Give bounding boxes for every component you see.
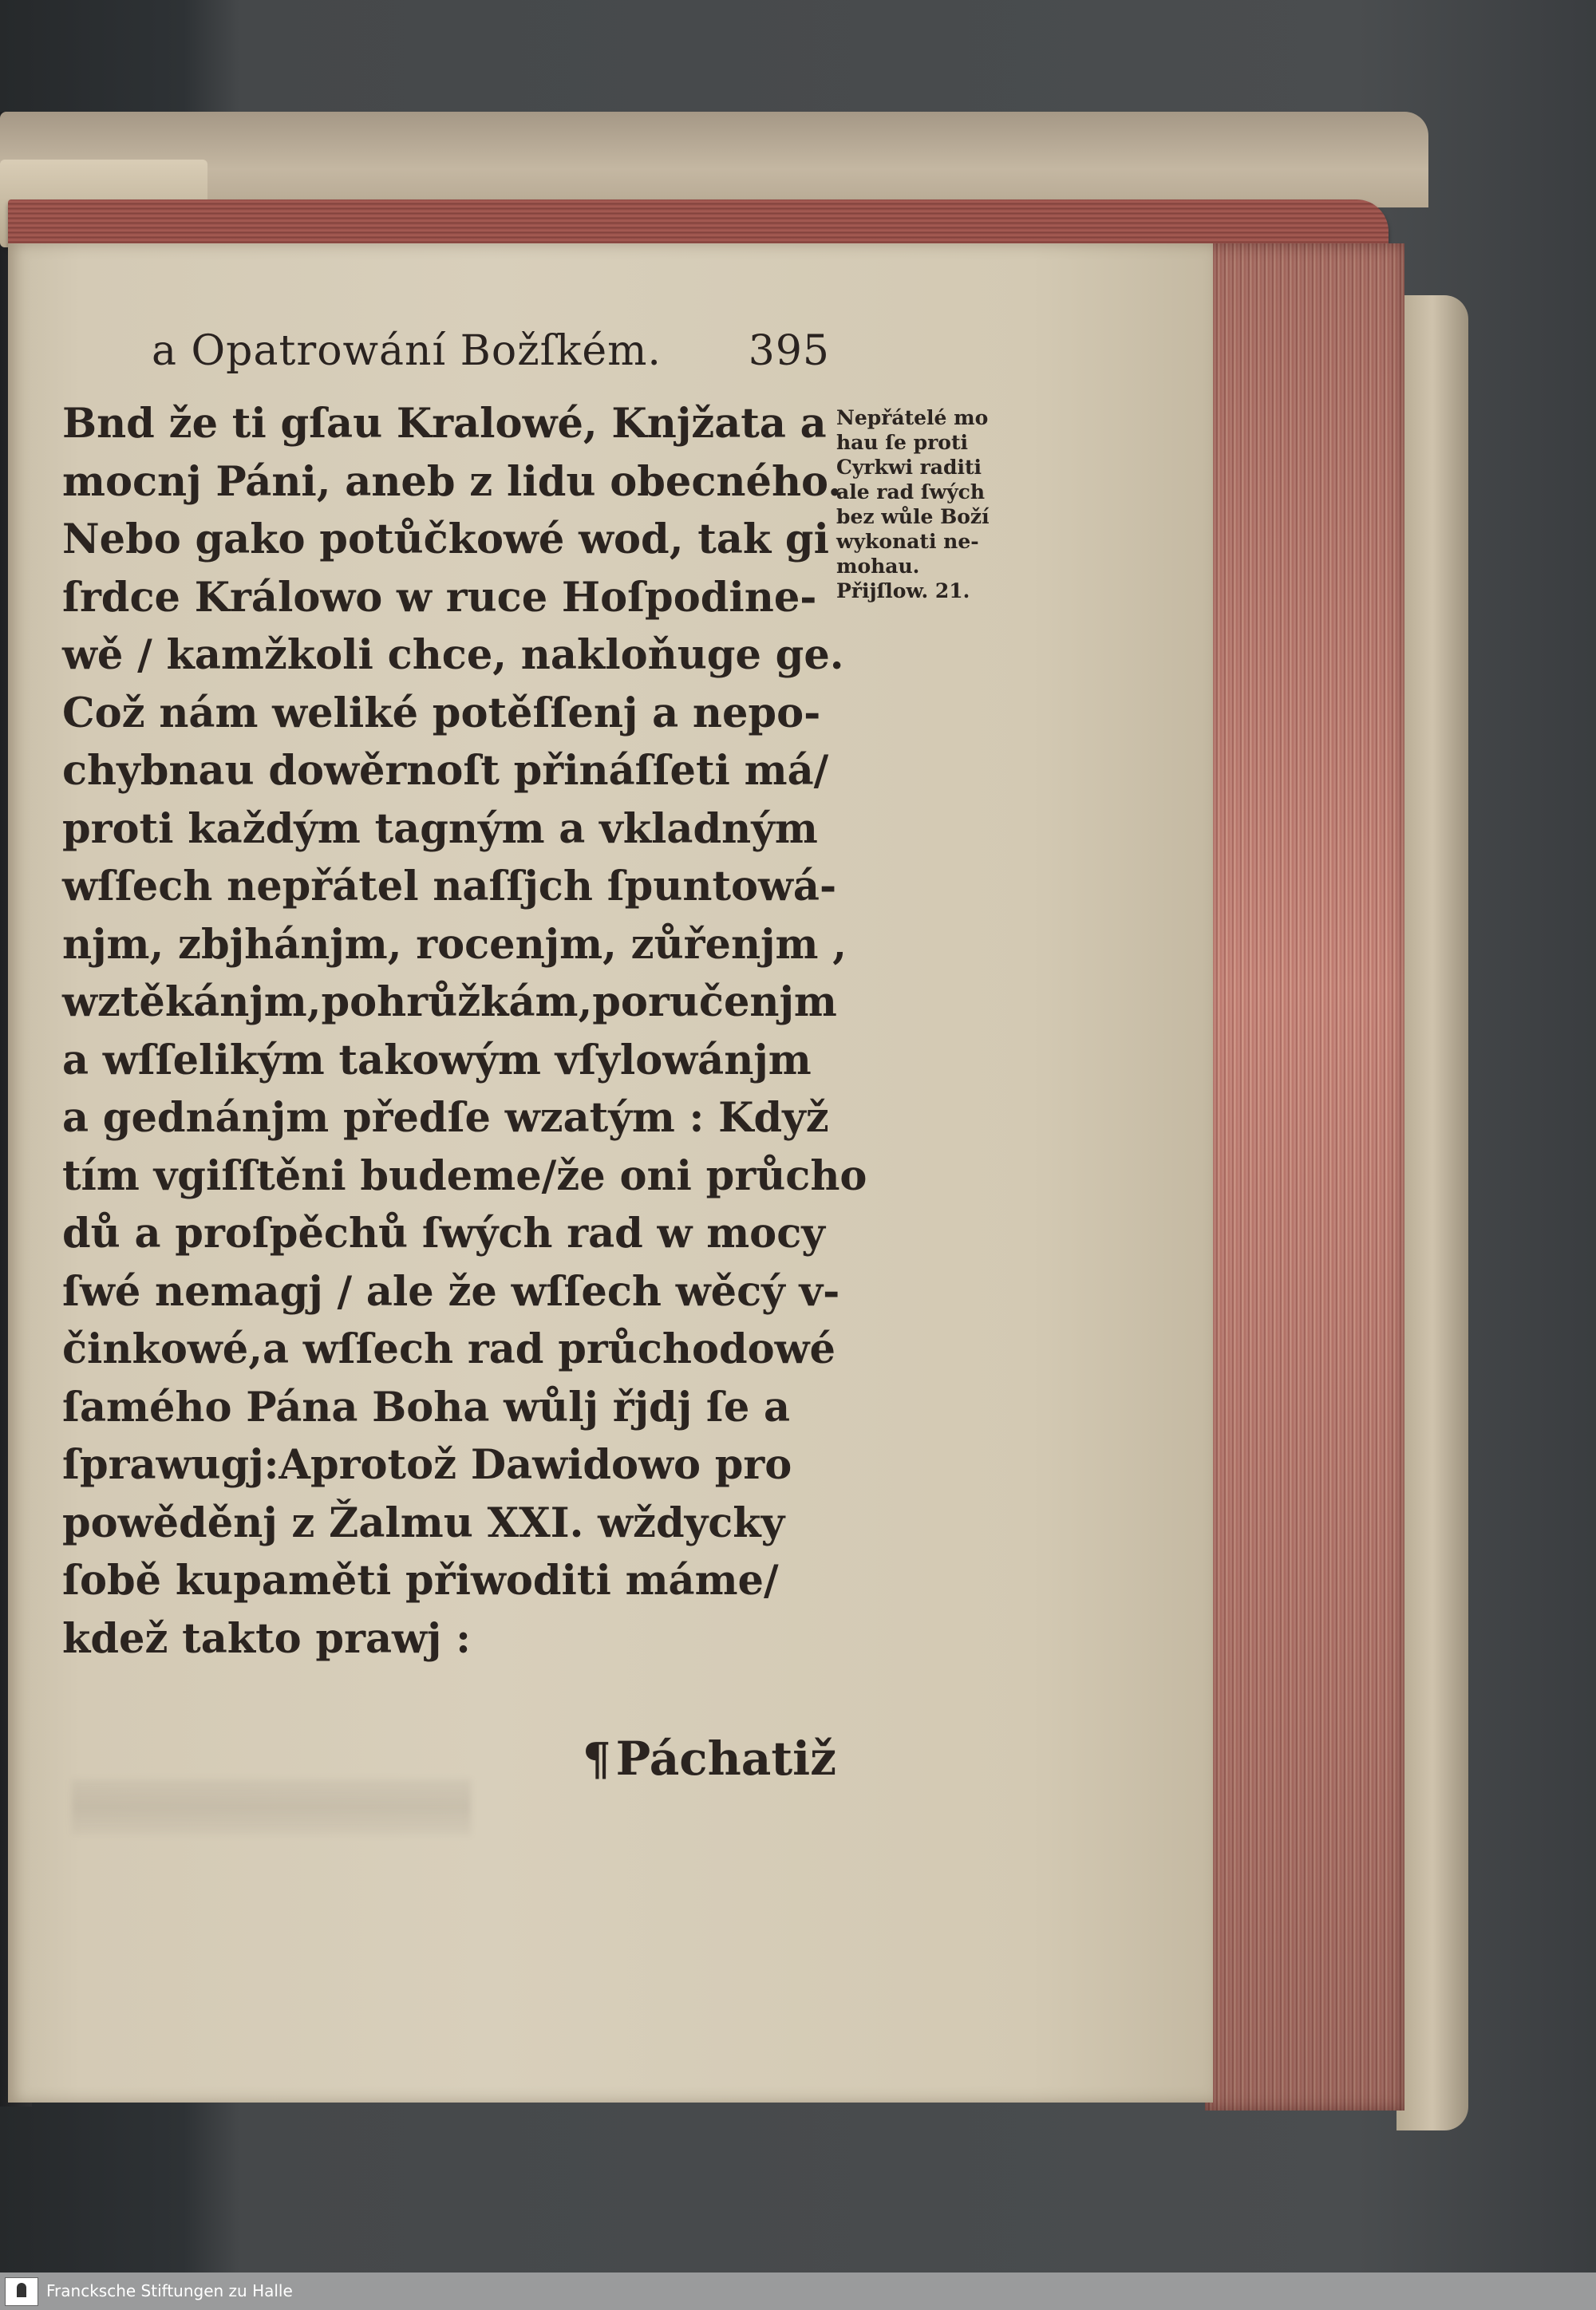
vellum-binding-top bbox=[0, 112, 1428, 207]
text-line: wſſech nepřátel naſſjch ſpuntowá- bbox=[62, 863, 837, 910]
margin-note-line: Přijſlow. 21. bbox=[836, 579, 970, 602]
margin-note-line: wykonati ne- bbox=[836, 530, 979, 553]
running-title: a Opatrowání Božſkém. bbox=[152, 327, 662, 375]
footer-label: Francksche Stiftungen zu Halle bbox=[46, 2281, 293, 2300]
text-line: wztěkánjm,pohrůžkám,poručenjm bbox=[62, 978, 837, 1026]
marginal-note bbox=[836, 405, 1052, 603]
body-text bbox=[62, 395, 867, 1668]
text-line: Bnd že ti gſau Kralowé, Knjžata a bbox=[62, 400, 827, 448]
text-line: njm, zbjhánjm, rocenjm, zůřenjm , bbox=[62, 920, 847, 969]
text-line: tím vgiſſtěni budeme/že oni průcho bbox=[62, 1151, 867, 1200]
catchword-text: Páchatiž bbox=[615, 1732, 837, 1786]
text-line: ſrdce Králowo w ruce Hoſpodine- bbox=[62, 573, 817, 622]
vellum-binding-back bbox=[1396, 295, 1468, 2130]
text-line: chybnau dowěrnoſt přináſſeti má/ bbox=[62, 747, 829, 795]
margin-note-line: Nepřátelé mo bbox=[836, 406, 989, 429]
text-line: Nebo gako potůčkowé wod, tak gi bbox=[62, 515, 829, 563]
text-line: a gednánjm předſe wzatým : Když bbox=[62, 1094, 829, 1142]
page-number: 395 bbox=[748, 327, 830, 375]
text-line: dů a proſpěchů ſwých rad w mocy bbox=[62, 1210, 825, 1258]
text-line: ſobě kupaměti přiwoditi máme/ bbox=[62, 1557, 779, 1605]
margin-note-line: mohau. bbox=[836, 555, 920, 578]
footer-bar bbox=[0, 2272, 1596, 2310]
margin-note-line: bez wůle Boží bbox=[836, 505, 990, 528]
running-header bbox=[152, 327, 830, 383]
show-through-bleed bbox=[72, 1779, 471, 1835]
text-line: činkowé,a wſſech rad průchodowé bbox=[62, 1325, 836, 1373]
text-line: wě / kamžkoli chce, nakloňuge ge. bbox=[62, 631, 844, 679]
text-line: proti každým tagným a vkladným bbox=[62, 804, 818, 853]
institution-logo-icon bbox=[5, 2277, 38, 2306]
pilcrow-icon: ¶ bbox=[583, 1733, 611, 1786]
margin-note-line: ale rad ſwých bbox=[836, 480, 986, 503]
text-line: ſamého Pána Boha wůlj řjdj ſe a bbox=[62, 1383, 791, 1431]
text-line: kdež takto prawj : bbox=[62, 1614, 471, 1663]
text-line: mocnj Páni, aneb z lidu obecného. bbox=[62, 457, 842, 506]
text-line: powěděnj z Žalmu XXI. wždycky bbox=[62, 1499, 785, 1547]
text-line: ſwé nemagj / ale že wſſech wěcý v- bbox=[62, 1267, 840, 1316]
margin-note-line: hau ſe proti bbox=[836, 431, 968, 454]
red-page-edge-top bbox=[8, 199, 1389, 247]
text-line: ſprawugj:Aprotož Dawidowo pro bbox=[62, 1441, 792, 1489]
text-line: a wſſelikým takowým vſylowánjm bbox=[62, 1036, 812, 1084]
fore-edge-shading bbox=[1205, 243, 1404, 2111]
catchword bbox=[583, 1732, 836, 1786]
text-line: Což nám weliké potěſſenj a nepo- bbox=[62, 689, 821, 737]
margin-note-line: Cyrkwi raditi bbox=[836, 456, 982, 479]
